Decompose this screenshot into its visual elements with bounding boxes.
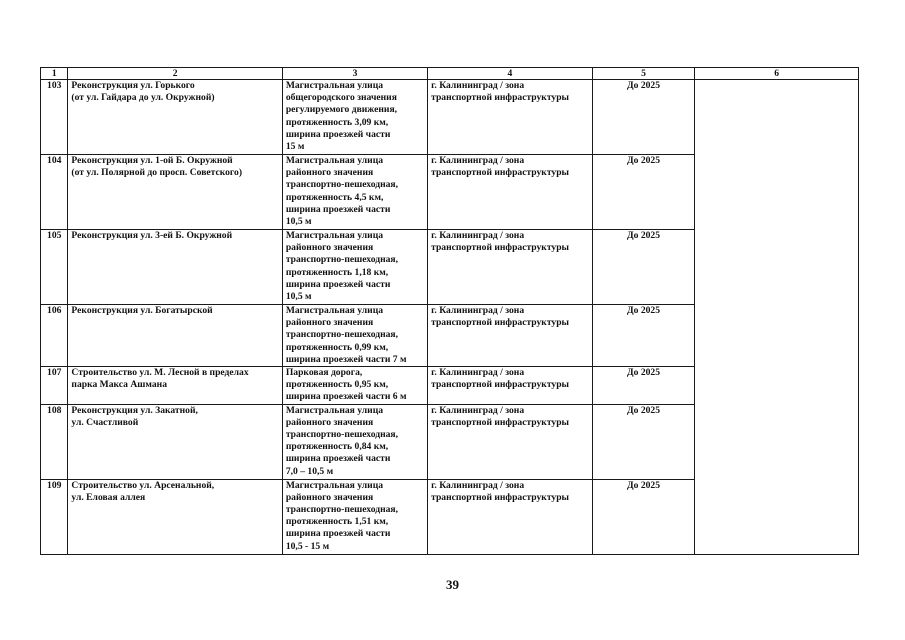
description-line: Магистральная улица — [285, 155, 384, 166]
description-line: районного значения — [285, 491, 374, 503]
location-line: г. Калининград / зона — [431, 230, 525, 241]
project-note-cell — [695, 80, 859, 555]
name-line: Строительство ул. М. Лесной в пределах — [71, 367, 249, 379]
description-line: транспортно-пешеходная, — [285, 179, 399, 191]
location-line: транспортной инфраструктуры — [431, 491, 570, 503]
description-line: районного значения — [285, 242, 374, 254]
location-line: г. Калининград / зона — [431, 404, 525, 416]
project-name-cell — [68, 305, 282, 367]
name-line: Реконструкция ул. 3-ей Б. Окружной — [71, 230, 233, 241]
project-location-cell — [428, 479, 593, 554]
project-description-cell — [282, 155, 427, 230]
table-header-row — [41, 68, 859, 80]
description-line: районного значения — [285, 416, 374, 428]
column-header-6: 6 — [695, 68, 859, 80]
project-term-cell: До 2025 — [592, 404, 695, 479]
location-line: транспортной инфраструктуры — [431, 92, 570, 104]
description-line: транспортно-пешеходная, — [285, 429, 399, 441]
column-header-2: 2 — [68, 68, 282, 80]
column-header-5: 5 — [592, 68, 695, 80]
project-description-cell — [282, 479, 427, 554]
description-line: протяженность 0,95 км, — [285, 379, 389, 391]
location-line: г. Калининград / зона — [431, 367, 525, 379]
project-description-cell — [282, 305, 427, 367]
description-line: транспортно-пешеходная, — [285, 504, 399, 516]
name-line: Реконструкция ул. Богатырской — [71, 305, 213, 316]
description-line: протяженность 1,18 км, — [285, 266, 389, 278]
project-description-cell — [282, 80, 427, 155]
row-number-cell: 104 — [41, 155, 68, 230]
project-location-cell — [428, 305, 593, 367]
description-line: протяженность 3,09 км, — [285, 116, 389, 128]
description-line: Магистральная улица — [285, 479, 384, 491]
project-term-cell: До 2025 — [592, 80, 695, 155]
description-line: ширина проезжей части — [285, 528, 391, 540]
location-line: г. Калининград / зона — [431, 155, 525, 166]
location-line: транспортной инфраструктуры — [431, 379, 570, 391]
name-line: Реконструкция ул. 1-ой Б. Окружной — [71, 155, 233, 166]
description-line: Парковая дорога, — [285, 367, 363, 379]
row-number-cell: 105 — [41, 230, 68, 305]
description-line: 7,0 – 10,5 м — [285, 465, 334, 477]
name-line: (от ул. Гайдара до ул. Окружной) — [71, 92, 215, 104]
project-name-cell — [68, 367, 282, 405]
description-line: 15 м — [285, 141, 305, 153]
description-line: районного значения — [285, 167, 374, 179]
location-line: транспортной инфраструктуры — [431, 416, 570, 428]
description-line: 10,5 - 15 м — [285, 540, 330, 552]
column-header-1: 1 — [41, 68, 68, 80]
project-location-cell — [428, 230, 593, 305]
table-row — [41, 80, 859, 155]
name-line: парка Макса Ашмана — [71, 379, 167, 391]
project-location-cell — [428, 155, 593, 230]
project-location-cell — [428, 404, 593, 479]
description-line: транспортно-пешеходная, — [285, 329, 399, 341]
project-name-cell — [68, 155, 282, 230]
description-line: Магистральная улица — [285, 230, 384, 241]
project-location-cell — [428, 367, 593, 405]
description-line: ширина проезжей части — [285, 453, 391, 465]
name-line: Строительство ул. Арсенальной, — [71, 479, 215, 491]
location-line: г. Калининград / зона — [431, 80, 525, 91]
location-line: г. Калининград / зона — [431, 479, 525, 491]
row-number-cell: 108 — [41, 404, 68, 479]
description-line: ширина проезжей части — [285, 278, 391, 290]
project-name-cell — [68, 230, 282, 305]
description-line: общегородского значения — [285, 92, 397, 104]
project-term-cell: До 2025 — [592, 367, 695, 405]
location-line: г. Калининград / зона — [431, 305, 525, 316]
description-line: транспортно-пешеходная, — [285, 254, 399, 266]
description-line: протяженность 0,84 км, — [285, 441, 389, 453]
location-line: транспортной инфраструктуры — [431, 242, 570, 254]
projects-table — [40, 67, 859, 555]
table-body — [41, 80, 859, 555]
name-line: ул. Еловая аллея — [71, 491, 146, 503]
description-line: ширина проезжей части 7 м — [285, 353, 407, 365]
page-number: 39 — [446, 577, 459, 592]
location-line: транспортной инфраструктуры — [431, 167, 570, 179]
name-line: ул. Счастливой — [71, 416, 139, 428]
name-line: Реконструкция ул. Горького — [71, 80, 195, 91]
column-header-4: 4 — [428, 68, 593, 80]
description-line: ширина проезжей части 6 м — [285, 391, 407, 403]
description-line: Магистральная улица — [285, 404, 384, 416]
name-line: Реконструкция ул. Закатной, — [71, 404, 198, 416]
column-header-3: 3 — [282, 68, 427, 80]
description-line: протяженность 1,51 км, — [285, 516, 389, 528]
row-number-cell: 103 — [41, 80, 68, 155]
description-line: протяженность 0,99 км, — [285, 341, 389, 353]
project-name-cell — [68, 404, 282, 479]
row-number-cell: 107 — [41, 367, 68, 405]
description-line: Магистральная улица — [285, 305, 384, 316]
description-line: регулируемого движения, — [285, 104, 398, 116]
description-line: 10,5 м — [285, 216, 312, 228]
description-line: ширина проезжей части — [285, 203, 391, 215]
project-term-cell: До 2025 — [592, 305, 695, 367]
description-line: ширина проезжей части — [285, 128, 391, 140]
project-name-cell — [68, 479, 282, 554]
location-line: транспортной инфраструктуры — [431, 317, 570, 329]
description-line: 10,5 м — [285, 291, 312, 303]
row-number-cell: 106 — [41, 305, 68, 367]
project-description-cell — [282, 404, 427, 479]
row-number-cell: 109 — [41, 479, 68, 554]
name-line: (от ул. Полярной до просп. Советского) — [71, 167, 243, 179]
project-location-cell — [428, 80, 593, 155]
description-line: протяженность 4,5 км, — [285, 191, 384, 203]
project-description-cell — [282, 230, 427, 305]
project-term-cell: До 2025 — [592, 479, 695, 554]
project-term-cell: До 2025 — [592, 155, 695, 230]
project-description-cell — [282, 367, 427, 405]
project-name-cell — [68, 80, 282, 155]
description-line: Магистральная улица — [285, 80, 384, 91]
project-term-cell: До 2025 — [592, 230, 695, 305]
description-line: районного значения — [285, 317, 374, 329]
